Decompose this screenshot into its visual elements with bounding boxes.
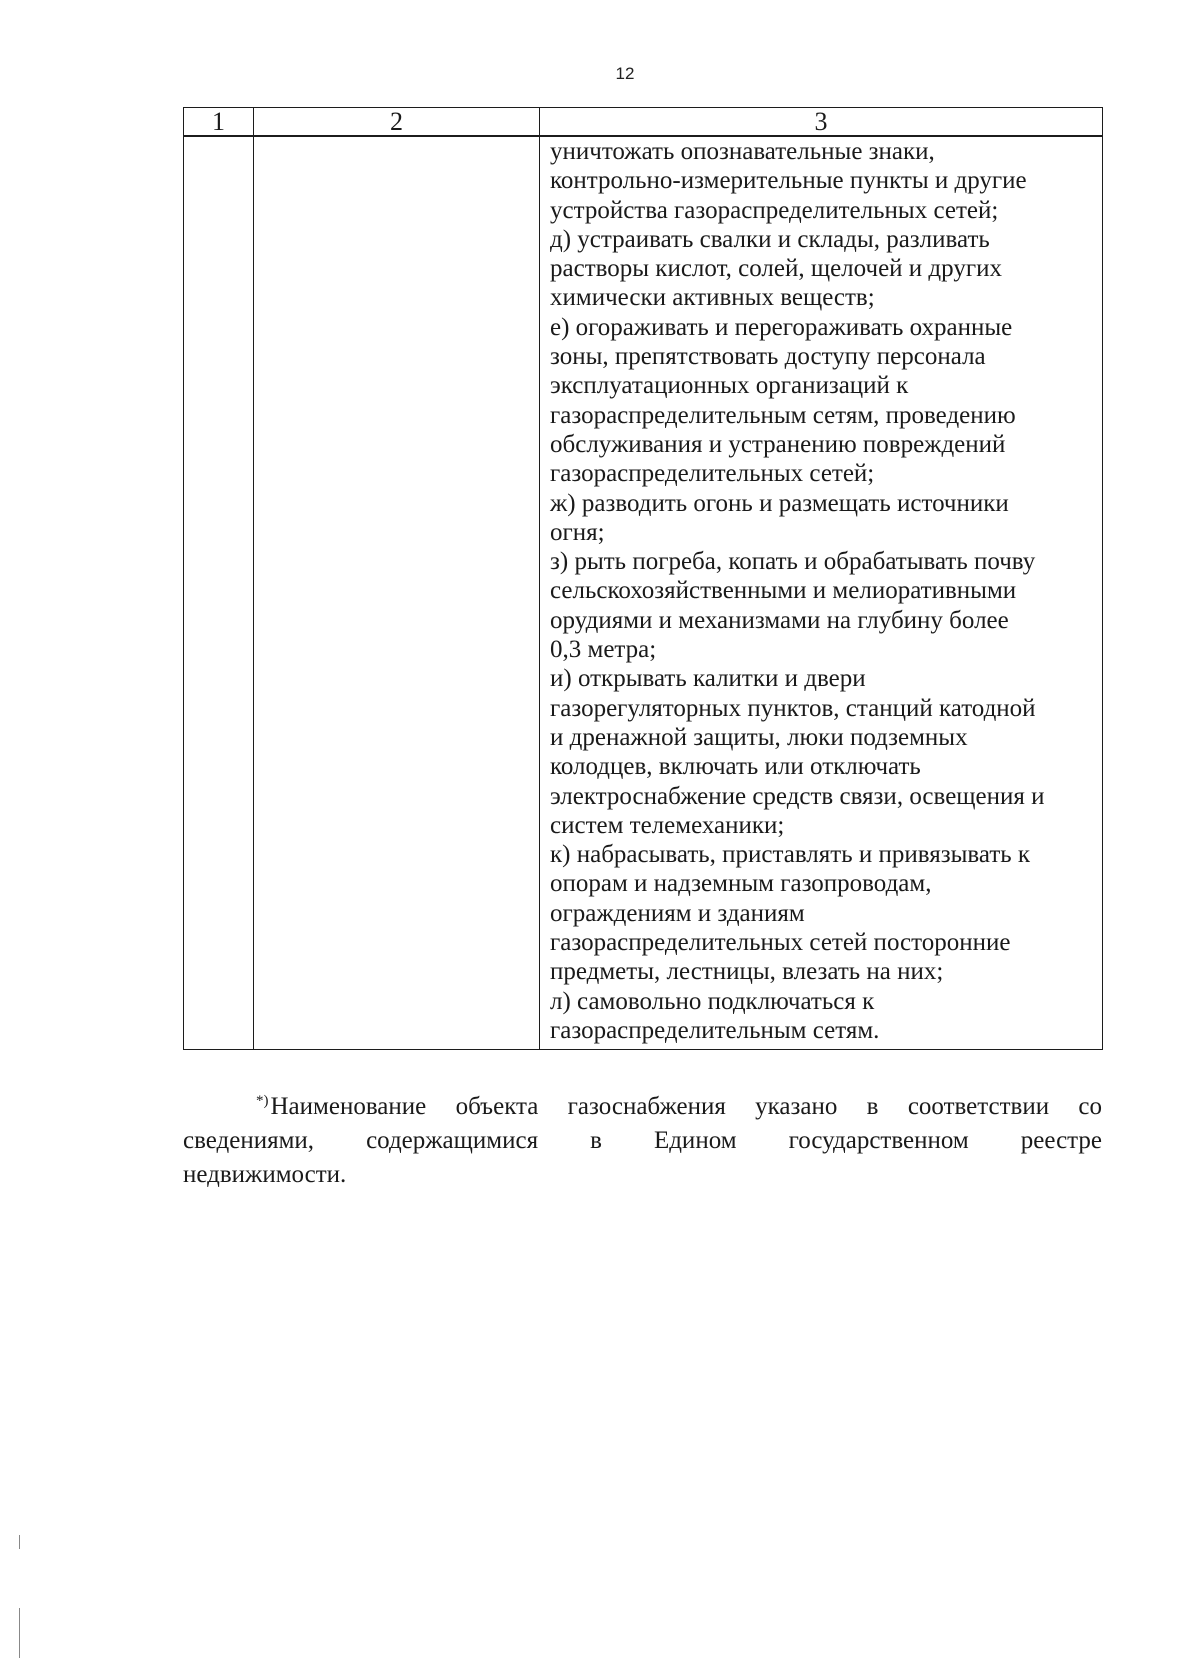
cell-text-line: эксплуатационных организаций к — [550, 372, 909, 400]
cell-text-line: д) устраивать свалки и склады, разливать — [550, 225, 990, 253]
cell-text-line: огня; — [550, 518, 605, 546]
cell-text-line: газорегуляторных пунктов, станций катодной — [550, 694, 1036, 722]
cell-text-line: газораспределительным сетям. — [550, 1016, 880, 1044]
cell-text-line: сельскохозяйственными и мелиоративными — [550, 577, 1017, 605]
cell-text-line: и дренажной защиты, люки подземных — [550, 723, 968, 751]
footnote — [183, 1084, 1102, 1192]
cell-text-line: систем телемеханики; — [550, 811, 785, 839]
table-row — [184, 136, 1103, 1050]
cell-text-line: газораспределительных сетей; — [550, 460, 875, 488]
cell-text-line: орудиями и механизмами на глубину более — [550, 606, 1009, 634]
cell-text-line: к) набрасывать, приставлять и привязывать к — [550, 841, 1031, 869]
footnote-line: сведениями, содержащимися в Едином государственном реестре — [183, 1127, 1102, 1154]
cell-text-line: газораспределительных сетей посторонние — [550, 929, 1011, 957]
cell-text-line: химически активных веществ; — [550, 284, 875, 312]
cell-text-line: предметы, лестницы, влезать на них; — [550, 958, 944, 986]
cell-text-line: зоны, препятствовать доступу персонала — [550, 343, 986, 371]
scan-artifact-mark — [19, 1535, 20, 1549]
cell-text-line: электроснабжение средств связи, освещения и — [550, 782, 1045, 810]
footnote-line: недвижимости. — [183, 1161, 347, 1188]
cell-text-line: растворы кислот, солей, щелочей и других — [550, 255, 1002, 283]
table-cell-col-1 — [184, 136, 254, 1050]
cell-text-line: колодцев, включать или отключать — [550, 753, 921, 781]
cell-text-line: устройства газораспределительных сетей; — [550, 196, 999, 224]
table-header-col-3: 3 — [540, 108, 1103, 137]
table-header-col-2: 2 — [254, 108, 540, 137]
cell-text-line: ограждениям и зданиям — [550, 899, 805, 927]
cell-text-line: газораспределительным сетям, проведению — [550, 401, 1016, 429]
page-number: 12 — [615, 64, 635, 83]
cell-text-line: з) рыть погреба, копать и обрабатывать почву — [550, 548, 1036, 576]
cell-text-line: л) самовольно подключаться к — [550, 987, 875, 1015]
cell-text-line: обслуживания и устранению повреждений — [550, 430, 1006, 458]
table-header-col-1: 1 — [184, 108, 254, 137]
cell-text-line: е) огораживать и перегораживать охранные — [550, 313, 1013, 341]
cell-text-line: опорам и надземным газопроводам, — [550, 870, 932, 898]
cell-text-line: уничтожать опознавательные знаки, — [550, 138, 935, 165]
document-table — [183, 107, 1103, 1050]
table-cell-col-2 — [254, 136, 540, 1050]
cell-text-line: контрольно-измерительные пункты и другие — [550, 167, 1027, 195]
prohibitions-list — [540, 137, 1102, 1049]
footnote-line-text: Наименование объекта газоснабжения указано в соответствии со — [270, 1093, 1102, 1120]
table-cell-col-3 — [540, 136, 1103, 1050]
scan-artifact-mark — [19, 1608, 20, 1658]
footnote-line — [183, 1084, 1102, 1124]
cell-text-line: и) открывать калитки и двери — [550, 665, 866, 693]
table-header-row — [184, 108, 1103, 137]
cell-text-line: ж) разводить огонь и размещать источники — [550, 489, 1009, 517]
cell-text-line: 0,3 метра; — [550, 636, 657, 664]
footnote-mark: *) — [256, 1093, 269, 1109]
